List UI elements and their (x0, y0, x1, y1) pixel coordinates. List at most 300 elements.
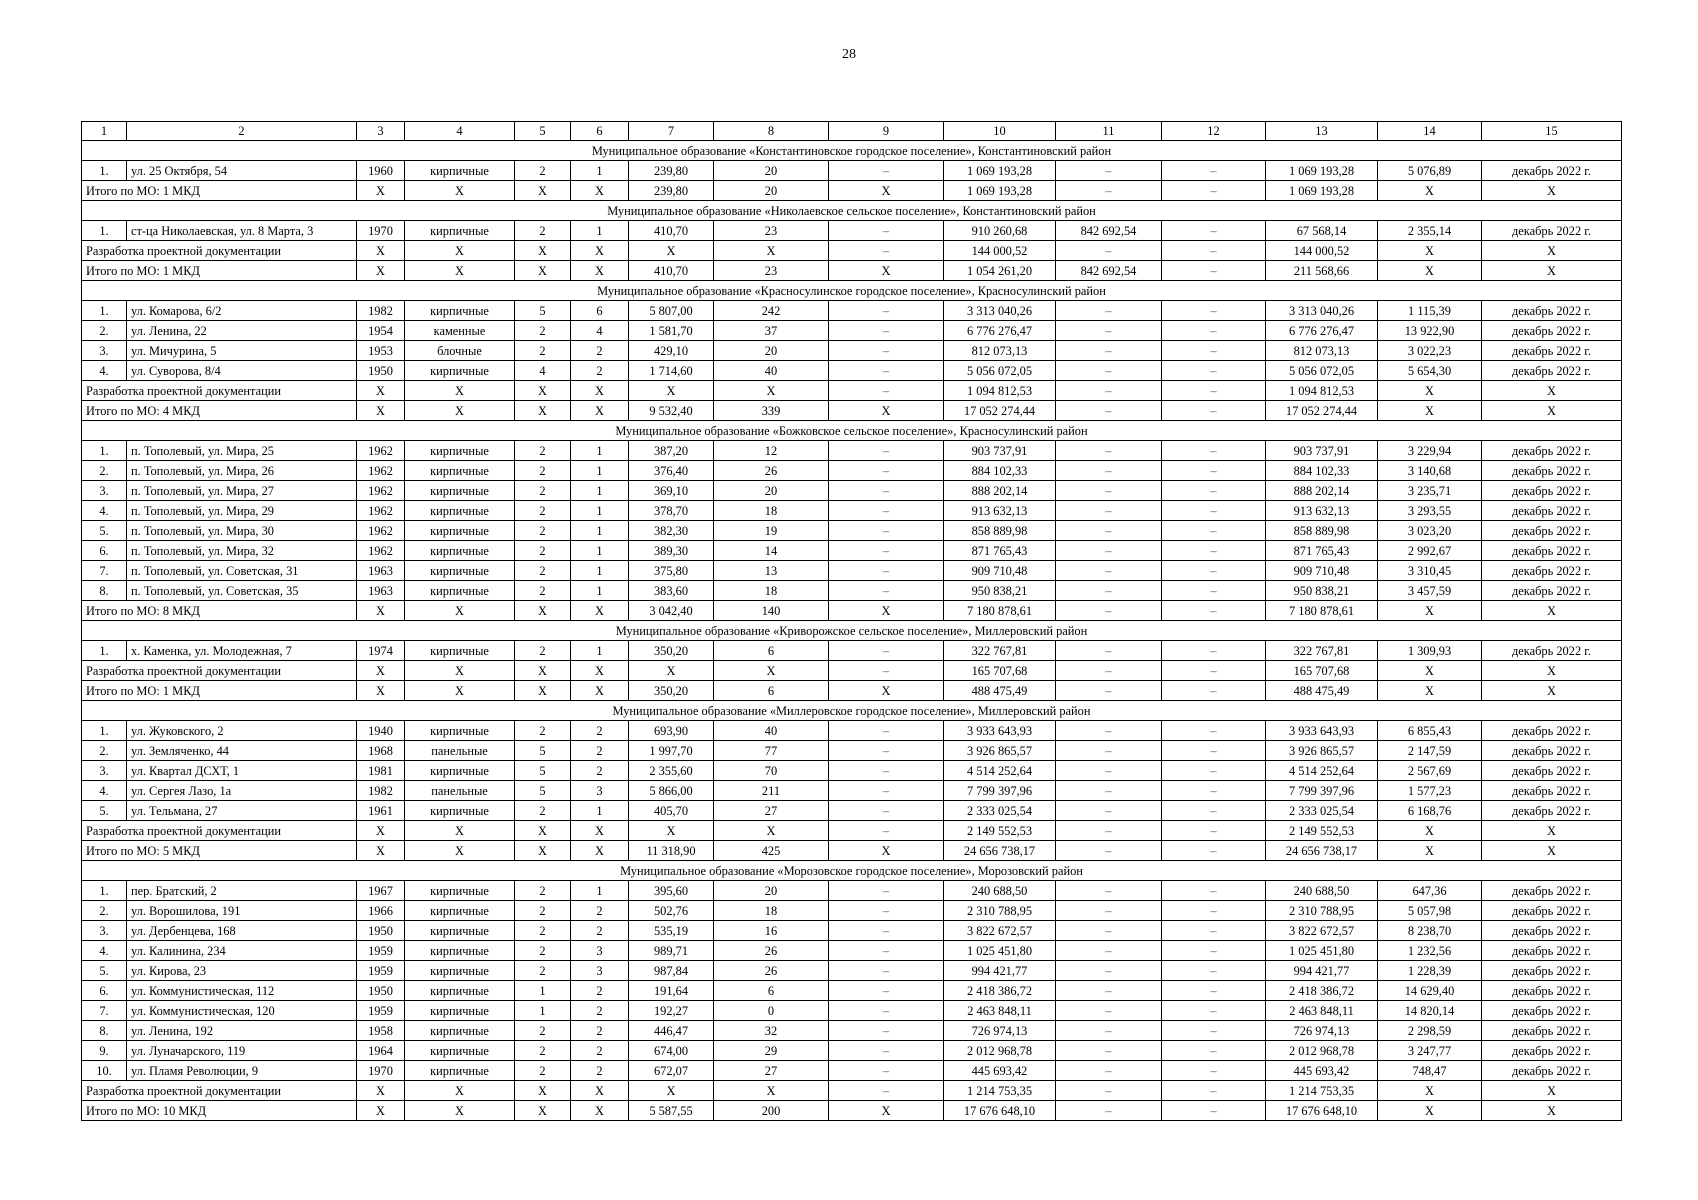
table-cell: X (1378, 381, 1482, 401)
table-cell: 2 463 848,11 (944, 1001, 1056, 1021)
table-cell: 3 229,94 (1378, 441, 1482, 461)
table-cell: X (1482, 841, 1622, 861)
table-cell: 2 (571, 1041, 629, 1061)
table-cell: 1 (571, 881, 629, 901)
table-cell: 8. (82, 581, 127, 601)
table-cell: – (1056, 981, 1162, 1001)
table-cell: – (829, 461, 944, 481)
table-cell: кирпичные (405, 1001, 515, 1021)
table-cell: X (1482, 661, 1622, 681)
table-row (82, 1021, 1622, 1041)
table-cell: 2 147,59 (1378, 741, 1482, 761)
column-number: 7 (629, 122, 714, 141)
section-title: Муниципальное образование «Красносулинское городское поселение», Красносулинский район (82, 281, 1622, 301)
column-number: 10 (944, 122, 1056, 141)
table-cell: 2 (515, 161, 571, 181)
table-cell: 1954 (357, 321, 405, 341)
table-cell: 1966 (357, 901, 405, 921)
table-cell: – (1162, 881, 1266, 901)
table-cell: 140 (714, 601, 829, 621)
table-row (82, 1061, 1622, 1081)
table-cell: 20 (714, 481, 829, 501)
table-cell: – (1162, 1021, 1266, 1041)
table-cell: – (1162, 741, 1266, 761)
table-row (82, 301, 1622, 321)
table-cell: 11 318,90 (629, 841, 714, 861)
address-cell: ул. Квартал ДСХТ, 1 (127, 761, 357, 781)
table-cell: – (829, 1061, 944, 1081)
table-cell: 903 737,91 (1266, 441, 1378, 461)
table-cell: 2 (515, 321, 571, 341)
table-cell: 909 710,48 (1266, 561, 1378, 581)
table-cell: X (829, 681, 944, 701)
table-cell: 18 (714, 581, 829, 601)
table-cell: 888 202,14 (1266, 481, 1378, 501)
table-cell: декабрь 2022 г. (1482, 801, 1622, 821)
table-cell: 2 463 848,11 (1266, 1001, 1378, 1021)
table-cell: 20 (714, 341, 829, 361)
table-row (82, 641, 1622, 661)
summary-label: Итого по МО: 5 МКД (82, 841, 357, 861)
summary-label: Итого по МО: 1 МКД (82, 261, 357, 281)
table-cell: X (515, 601, 571, 621)
table-cell: 2 567,69 (1378, 761, 1482, 781)
table-cell: – (1056, 681, 1162, 701)
table-cell: – (1162, 461, 1266, 481)
table-cell: 5 654,30 (1378, 361, 1482, 381)
table-cell: – (1162, 441, 1266, 461)
section-title: Муниципальное образование «Миллеровское городское поселение», Миллеровский район (82, 701, 1622, 721)
table-cell: 2 (515, 521, 571, 541)
table-cell: 19 (714, 521, 829, 541)
table-cell: 1 (571, 481, 629, 501)
table-cell: 4 (515, 361, 571, 381)
table-cell: X (405, 841, 515, 861)
table-row (82, 341, 1622, 361)
table-cell: X (357, 401, 405, 421)
section-header-row (82, 701, 1622, 721)
table-cell: – (1056, 781, 1162, 801)
table-cell: 2 (515, 221, 571, 241)
table-cell: 3. (82, 341, 127, 361)
table-cell: панельные (405, 781, 515, 801)
table-cell: 5 (515, 781, 571, 801)
table-cell: X (405, 1101, 515, 1121)
table-cell: X (829, 401, 944, 421)
table-cell: 2 (571, 1061, 629, 1081)
table-cell: 950 838,21 (944, 581, 1056, 601)
column-number: 9 (829, 122, 944, 141)
table-cell: 27 (714, 801, 829, 821)
table-cell: 14 629,40 (1378, 981, 1482, 1001)
table-cell: 1940 (357, 721, 405, 741)
summary-label: Разработка проектной документации (82, 661, 357, 681)
table-cell: X (571, 181, 629, 201)
table-cell: – (1162, 581, 1266, 601)
table-cell: – (829, 641, 944, 661)
table-cell: 1982 (357, 301, 405, 321)
table-row (82, 941, 1622, 961)
table-cell: – (1162, 241, 1266, 261)
table-cell: 1 214 753,35 (944, 1081, 1056, 1101)
table-cell: – (829, 241, 944, 261)
table-cell: 3 247,77 (1378, 1041, 1482, 1061)
table-cell: X (357, 1101, 405, 1121)
table-cell: 32 (714, 1021, 829, 1041)
table-cell: – (1162, 1041, 1266, 1061)
address-cell: ул. Пламя Революции, 9 (127, 1061, 357, 1081)
table-cell: 2 (571, 921, 629, 941)
table-cell: X (405, 821, 515, 841)
table-cell: 3 (571, 961, 629, 981)
table-cell: кирпичные (405, 361, 515, 381)
summary-row (82, 661, 1622, 681)
address-cell: п. Тополевый, ул. Советская, 31 (127, 561, 357, 581)
table-cell: 2 310 788,95 (944, 901, 1056, 921)
table-cell: 2 (515, 941, 571, 961)
table-cell: 3. (82, 921, 127, 941)
table-cell: X (405, 661, 515, 681)
table-cell: 1968 (357, 741, 405, 761)
address-cell: ул. Земляченко, 44 (127, 741, 357, 761)
table-cell: 488 475,49 (944, 681, 1056, 701)
table-cell: 395,60 (629, 881, 714, 901)
table-cell: – (1056, 1101, 1162, 1121)
table-cell: кирпичные (405, 441, 515, 461)
summary-label: Итого по МО: 1 МКД (82, 181, 357, 201)
section-header-row (82, 421, 1622, 441)
table-cell: – (1056, 881, 1162, 901)
table-cell: 2 012 968,78 (1266, 1041, 1378, 1061)
table-cell: – (1162, 961, 1266, 981)
table-cell: 6 (714, 981, 829, 1001)
table-cell: 1962 (357, 501, 405, 521)
table-cell: X (714, 241, 829, 261)
table-row (82, 541, 1622, 561)
table-cell: 884 102,33 (1266, 461, 1378, 481)
address-cell: ул. Калинина, 234 (127, 941, 357, 961)
table-cell: – (1056, 661, 1162, 681)
table-cell: – (1162, 781, 1266, 801)
table-cell: 3 926 865,57 (1266, 741, 1378, 761)
table-cell: 3 822 672,57 (1266, 921, 1378, 941)
table-cell: 382,30 (629, 521, 714, 541)
table-cell: кирпичные (405, 881, 515, 901)
table-cell: – (1056, 641, 1162, 661)
table-row (82, 581, 1622, 601)
table-cell: 1961 (357, 801, 405, 821)
table-cell: 871 765,43 (944, 541, 1056, 561)
column-number: 14 (1378, 122, 1482, 141)
table-cell: 2 (571, 721, 629, 741)
table-cell: 903 737,91 (944, 441, 1056, 461)
table-cell: 17 052 274,44 (944, 401, 1056, 421)
table-cell: X (405, 261, 515, 281)
table-row (82, 321, 1622, 341)
table-cell: декабрь 2022 г. (1482, 741, 1622, 761)
table-cell: 5 076,89 (1378, 161, 1482, 181)
table-cell: – (1056, 601, 1162, 621)
table-cell: X (357, 681, 405, 701)
table-cell: – (829, 1001, 944, 1021)
table-cell: 26 (714, 941, 829, 961)
table-cell: 339 (714, 401, 829, 421)
table-cell: 2 (571, 341, 629, 361)
table-cell: 2 310 788,95 (1266, 901, 1378, 921)
table-cell: 67 568,14 (1266, 221, 1378, 241)
table-cell: кирпичные (405, 521, 515, 541)
table-cell: кирпичные (405, 221, 515, 241)
table-cell: 2 (515, 1041, 571, 1061)
table-cell: 387,20 (629, 441, 714, 461)
table-cell: 2 (515, 961, 571, 981)
table-cell: панельные (405, 741, 515, 761)
table-cell: – (829, 561, 944, 581)
table-cell: 5 056 072,05 (1266, 361, 1378, 381)
table-cell: 18 (714, 901, 829, 921)
table-cell: декабрь 2022 г. (1482, 301, 1622, 321)
table-cell: – (829, 501, 944, 521)
table-cell: – (1162, 941, 1266, 961)
table-cell: 1. (82, 221, 127, 241)
table-cell: 2 149 552,53 (1266, 821, 1378, 841)
table-cell: X (1378, 401, 1482, 421)
table-cell: 9 532,40 (629, 401, 714, 421)
table-cell: 144 000,52 (1266, 241, 1378, 261)
table-cell: 6 168,76 (1378, 801, 1482, 821)
table-cell: 5. (82, 961, 127, 981)
table-cell: кирпичные (405, 641, 515, 661)
table-cell: декабрь 2022 г. (1482, 901, 1622, 921)
table-cell: X (1482, 601, 1622, 621)
table-cell: X (405, 241, 515, 261)
table-cell: кирпичные (405, 481, 515, 501)
table-cell: 3 042,40 (629, 601, 714, 621)
table-cell: 3 140,68 (1378, 461, 1482, 481)
table-cell: – (1056, 561, 1162, 581)
table-row (82, 161, 1622, 181)
table-cell: 1960 (357, 161, 405, 181)
table-row (82, 501, 1622, 521)
table-cell: 1 228,39 (1378, 961, 1482, 981)
table-cell: 884 102,33 (944, 461, 1056, 481)
table-cell: – (1162, 801, 1266, 821)
summary-label: Итого по МО: 8 МКД (82, 601, 357, 621)
table-cell: декабрь 2022 г. (1482, 641, 1622, 661)
table-cell: – (1056, 361, 1162, 381)
table-cell: – (1162, 721, 1266, 741)
address-cell: ул. Коммунистическая, 120 (127, 1001, 357, 1021)
table-cell: 1959 (357, 1001, 405, 1021)
table-cell: кирпичные (405, 921, 515, 941)
column-number: 12 (1162, 122, 1266, 141)
table-cell: 5 056 072,05 (944, 361, 1056, 381)
column-number: 3 (357, 122, 405, 141)
table-cell: 1 115,39 (1378, 301, 1482, 321)
table-cell: X (515, 1081, 571, 1101)
table-cell: – (1056, 1001, 1162, 1021)
table-row (82, 441, 1622, 461)
table-cell: блочные (405, 341, 515, 361)
table-cell: – (1162, 181, 1266, 201)
table-cell: – (829, 981, 944, 1001)
summary-label: Итого по МО: 1 МКД (82, 681, 357, 701)
table-cell: – (829, 941, 944, 961)
table-cell: – (1162, 221, 1266, 241)
table-cell: 812 073,13 (1266, 341, 1378, 361)
table-cell: 242 (714, 301, 829, 321)
table-cell: 1 714,60 (629, 361, 714, 381)
table-cell: – (829, 581, 944, 601)
table-cell: – (829, 761, 944, 781)
table-cell: 1 (571, 221, 629, 241)
table-cell: 40 (714, 721, 829, 741)
address-cell: ул. Ворошилова, 191 (127, 901, 357, 921)
table-cell: 13 922,90 (1378, 321, 1482, 341)
table-cell: 502,76 (629, 901, 714, 921)
table-cell: кирпичные (405, 721, 515, 741)
table-cell: X (571, 401, 629, 421)
table-cell: 2. (82, 321, 127, 341)
table-cell: 693,90 (629, 721, 714, 741)
table-cell: 4. (82, 501, 127, 521)
table-cell: X (829, 601, 944, 621)
table-cell: X (714, 1081, 829, 1101)
table-cell: 1 (571, 581, 629, 601)
table-cell: X (714, 661, 829, 681)
summary-row (82, 821, 1622, 841)
table-cell: X (714, 821, 829, 841)
table-cell: 3. (82, 481, 127, 501)
table-cell: 2 (515, 1021, 571, 1041)
table-cell: 1950 (357, 921, 405, 941)
table-cell: кирпичные (405, 541, 515, 561)
table-cell: 3 926 865,57 (944, 741, 1056, 761)
table-cell: 3 457,59 (1378, 581, 1482, 601)
table-cell: – (1162, 541, 1266, 561)
table-cell: 410,70 (629, 221, 714, 241)
table-cell: кирпичные (405, 801, 515, 821)
table-cell: – (1056, 241, 1162, 261)
address-cell: ул. Ленина, 192 (127, 1021, 357, 1041)
summary-row (82, 1101, 1622, 1121)
table-row (82, 721, 1622, 741)
table-cell: 40 (714, 361, 829, 381)
table-row (82, 361, 1622, 381)
table-cell: – (1162, 1061, 1266, 1081)
table-cell: 1 (571, 561, 629, 581)
table-cell: 2 (515, 1061, 571, 1081)
table-cell: кирпичные (405, 161, 515, 181)
table-cell: 77 (714, 741, 829, 761)
table-cell: 240 688,50 (1266, 881, 1378, 901)
table-cell: X (571, 661, 629, 681)
table-cell: 2 (571, 1001, 629, 1021)
table-cell: – (829, 661, 944, 681)
table-cell: 1950 (357, 361, 405, 381)
table-cell: 70 (714, 761, 829, 781)
table-cell: 858 889,98 (944, 521, 1056, 541)
table-cell: 37 (714, 321, 829, 341)
table-cell: 240 688,50 (944, 881, 1056, 901)
table-cell: 6 776 276,47 (944, 321, 1056, 341)
table-cell: – (829, 481, 944, 501)
table-cell: 2 (515, 341, 571, 361)
table-cell: – (1056, 541, 1162, 561)
table-cell: 3 313 040,26 (1266, 301, 1378, 321)
table-cell: – (829, 301, 944, 321)
table-cell: – (829, 221, 944, 241)
address-cell: п. Тополевый, ул. Мира, 32 (127, 541, 357, 561)
summary-row (82, 1081, 1622, 1101)
table-cell: 1 (515, 981, 571, 1001)
table-cell: 1 997,70 (629, 741, 714, 761)
table-cell: 909 710,48 (944, 561, 1056, 581)
table-cell: X (1482, 241, 1622, 261)
table-cell: – (829, 541, 944, 561)
table-cell: – (1056, 301, 1162, 321)
table-cell: 165 707,68 (1266, 661, 1378, 681)
table-cell: – (1162, 601, 1266, 621)
table-cell: 322 767,81 (944, 641, 1056, 661)
summary-row (82, 261, 1622, 281)
table-cell: 535,19 (629, 921, 714, 941)
table-cell: – (1056, 941, 1162, 961)
table-cell: 1. (82, 721, 127, 741)
table-row (82, 761, 1622, 781)
table-cell: 29 (714, 1041, 829, 1061)
table-cell: X (571, 241, 629, 261)
address-cell: ул. Кирова, 23 (127, 961, 357, 981)
table-cell: X (515, 241, 571, 261)
table-cell: – (1056, 501, 1162, 521)
section-title: Муниципальное образование «Константиновское городское поселение», Константиновский район (82, 141, 1622, 161)
table-cell: 858 889,98 (1266, 521, 1378, 541)
table-cell: 913 632,13 (1266, 501, 1378, 521)
table-cell: кирпичные (405, 981, 515, 1001)
summary-label: Разработка проектной документации (82, 381, 357, 401)
address-cell: ул. Мичурина, 5 (127, 341, 357, 361)
table-cell: 4 514 252,64 (944, 761, 1056, 781)
table-cell: 4. (82, 941, 127, 961)
table-cell: 24 656 738,17 (1266, 841, 1378, 861)
table-cell: 1950 (357, 981, 405, 1001)
table-cell: – (1056, 1061, 1162, 1081)
table-cell: 5 057,98 (1378, 901, 1482, 921)
table-cell: декабрь 2022 г. (1482, 981, 1622, 1001)
table-cell: декабрь 2022 г. (1482, 881, 1622, 901)
table-cell: 1 025 451,80 (944, 941, 1056, 961)
table-cell: 2 (515, 581, 571, 601)
table-cell: X (1482, 261, 1622, 281)
table-row (82, 561, 1622, 581)
table-cell: кирпичные (405, 941, 515, 961)
table-cell: – (1162, 361, 1266, 381)
table-cell: X (629, 1081, 714, 1101)
table-cell: X (829, 181, 944, 201)
table-cell: декабрь 2022 г. (1482, 501, 1622, 521)
table-cell: кирпичные (405, 581, 515, 601)
table-cell: X (571, 1081, 629, 1101)
table-cell: 647,36 (1378, 881, 1482, 901)
section-title: Муниципальное образование «Божковское сельское поселение», Красносулинский район (82, 421, 1622, 441)
column-number: 2 (127, 122, 357, 141)
table-cell: X (357, 821, 405, 841)
table-cell: X (571, 261, 629, 281)
table-cell: – (829, 961, 944, 981)
table-cell: 4 (571, 321, 629, 341)
table-cell: X (1378, 241, 1482, 261)
